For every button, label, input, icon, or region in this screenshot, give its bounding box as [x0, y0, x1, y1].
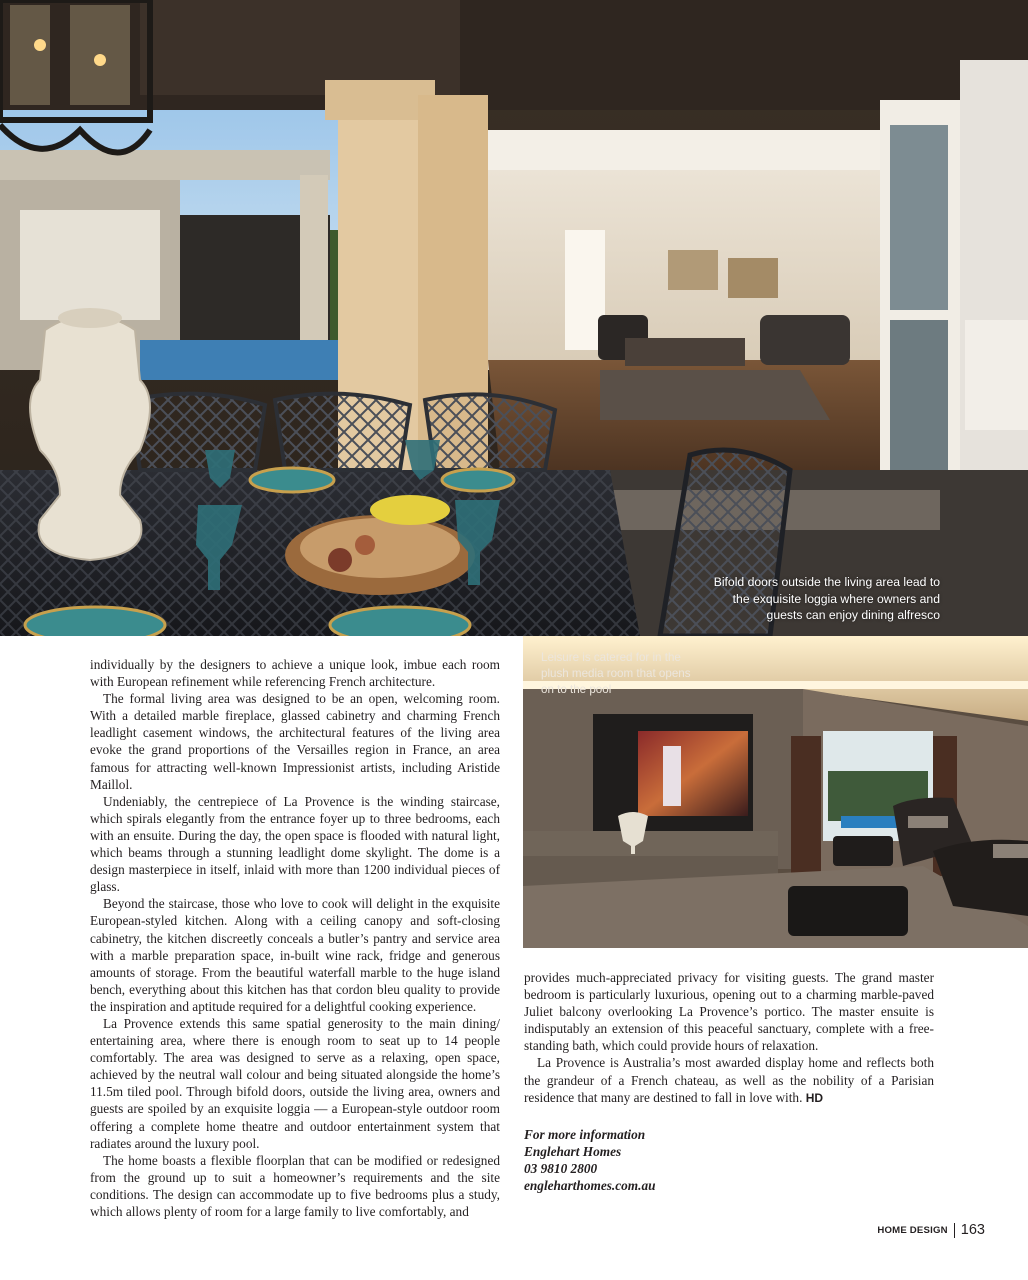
contact-phone[interactable]: 03 9810 2800 [524, 1161, 598, 1177]
end-mark: HD [805, 1090, 824, 1105]
paragraph: Undeniably, the centrepiece of La Provence is the winding staircase, which spirals elegantly from the entrance foyer up to three bedrooms, each with an ensuite. During the day, the open space is flooded with natural light, which beams through a stunning leadlight dome skylight. The dome is a design masterpiece in itself, inlaid with more than 1200 individual pieces of glass. [90, 793, 500, 895]
paragraph: The formal living area was designed to be an open, welcoming room. With a detailed marble fireplace, glassed cabinetry and charming French leadlight casement windows, the architectural features of the living area evoke the grand proportions of the Versailles region in France, an area famous for attracting well-known Impressionist artists, including Aristide Maillol. [90, 691, 500, 792]
media-room-caption: Leisure is catered for in the plush media room that opens on to the pool [541, 651, 691, 696]
loggia-caption: Bifold doors outside the living area lead to the exquisite loggia where owners and guests can enjoy dining alfresco [713, 575, 940, 622]
folio-divider [954, 1223, 955, 1238]
loggia-illustration [0, 0, 1028, 636]
contact-website[interactable]: engleharthomes.com.au [524, 1178, 656, 1194]
page-footer [877, 1222, 985, 1238]
loggia-photo [0, 0, 1028, 636]
paragraph: provides much-appreciated privacy for visiting guests. The grand master bedroom is particularly luxurious, opening out to a charming marble-paved Juliet balcony overlooking La Provence’s portico. The master ensuite is indisputably an extension of this peaceful sanctuary, complete with a free-standing bath, which could provide hours of relaxation. [524, 970, 934, 1054]
contact-info [524, 1126, 824, 1194]
article-column-right [524, 969, 934, 1107]
media-room-photo [523, 636, 1028, 948]
article-column-left [90, 656, 500, 1220]
paragraph: The home boasts a flexible floorplan that can be modified or redesigned from the ground up to suit a homeowner’s requirements and the site conditions. The design can accommodate up to five bedrooms plus a study, which allows plenty of room for a large family to live comfortably, and [90, 1152, 500, 1219]
closing-text: La Provence is Australia’s most awarded display home and reflects both the grandeur of a French chateau, as well as the nobility of a Parisian residence that many are destined to fall in love with. [524, 1055, 934, 1105]
paragraph: individually by the designers to achieve a unique look, imbue each room with European refinement while referencing French architecture. [90, 657, 500, 690]
closing-paragraph [524, 1054, 934, 1106]
contact-heading: For more information [524, 1127, 646, 1142]
magazine-name: HOME DESIGN [877, 1224, 948, 1236]
paragraph: La Provence extends this same spatial generosity to the main dining/ entertaining area, where there is enough room to seat up to 14 people comfortably. The area was designed to serve as a relaxing, open space, achieved by the neutral wall colour and being situated alongside the home’s 11.5m tiled pool. Through bifold doors, outside the living area, owners and guests are spoiled by an exquisite loggia — a European-style outdoor room offering a complete home theatre and outdoor entertainment system that radiates around the luxury pool. [90, 1015, 500, 1151]
contact-company: Englehart Homes [524, 1144, 622, 1160]
paragraph: Beyond the staircase, those who love to cook will delight in the exquisite European-styled kitchen. Along with a ceiling canopy and soft-closing cabinetry, the kitchen discreetly conceals a butler’s pantry and service area with a marble preparation space, in-built wine rack, fridge and generous amounts of storage. From the beautiful waterfall marble to the huge island bench, everything about this kitchen has that cordon bleu quality to provide the inspiration and aptitude required for a delightful cooking experience. [90, 896, 500, 1014]
page-number: 163 [960, 1222, 985, 1238]
